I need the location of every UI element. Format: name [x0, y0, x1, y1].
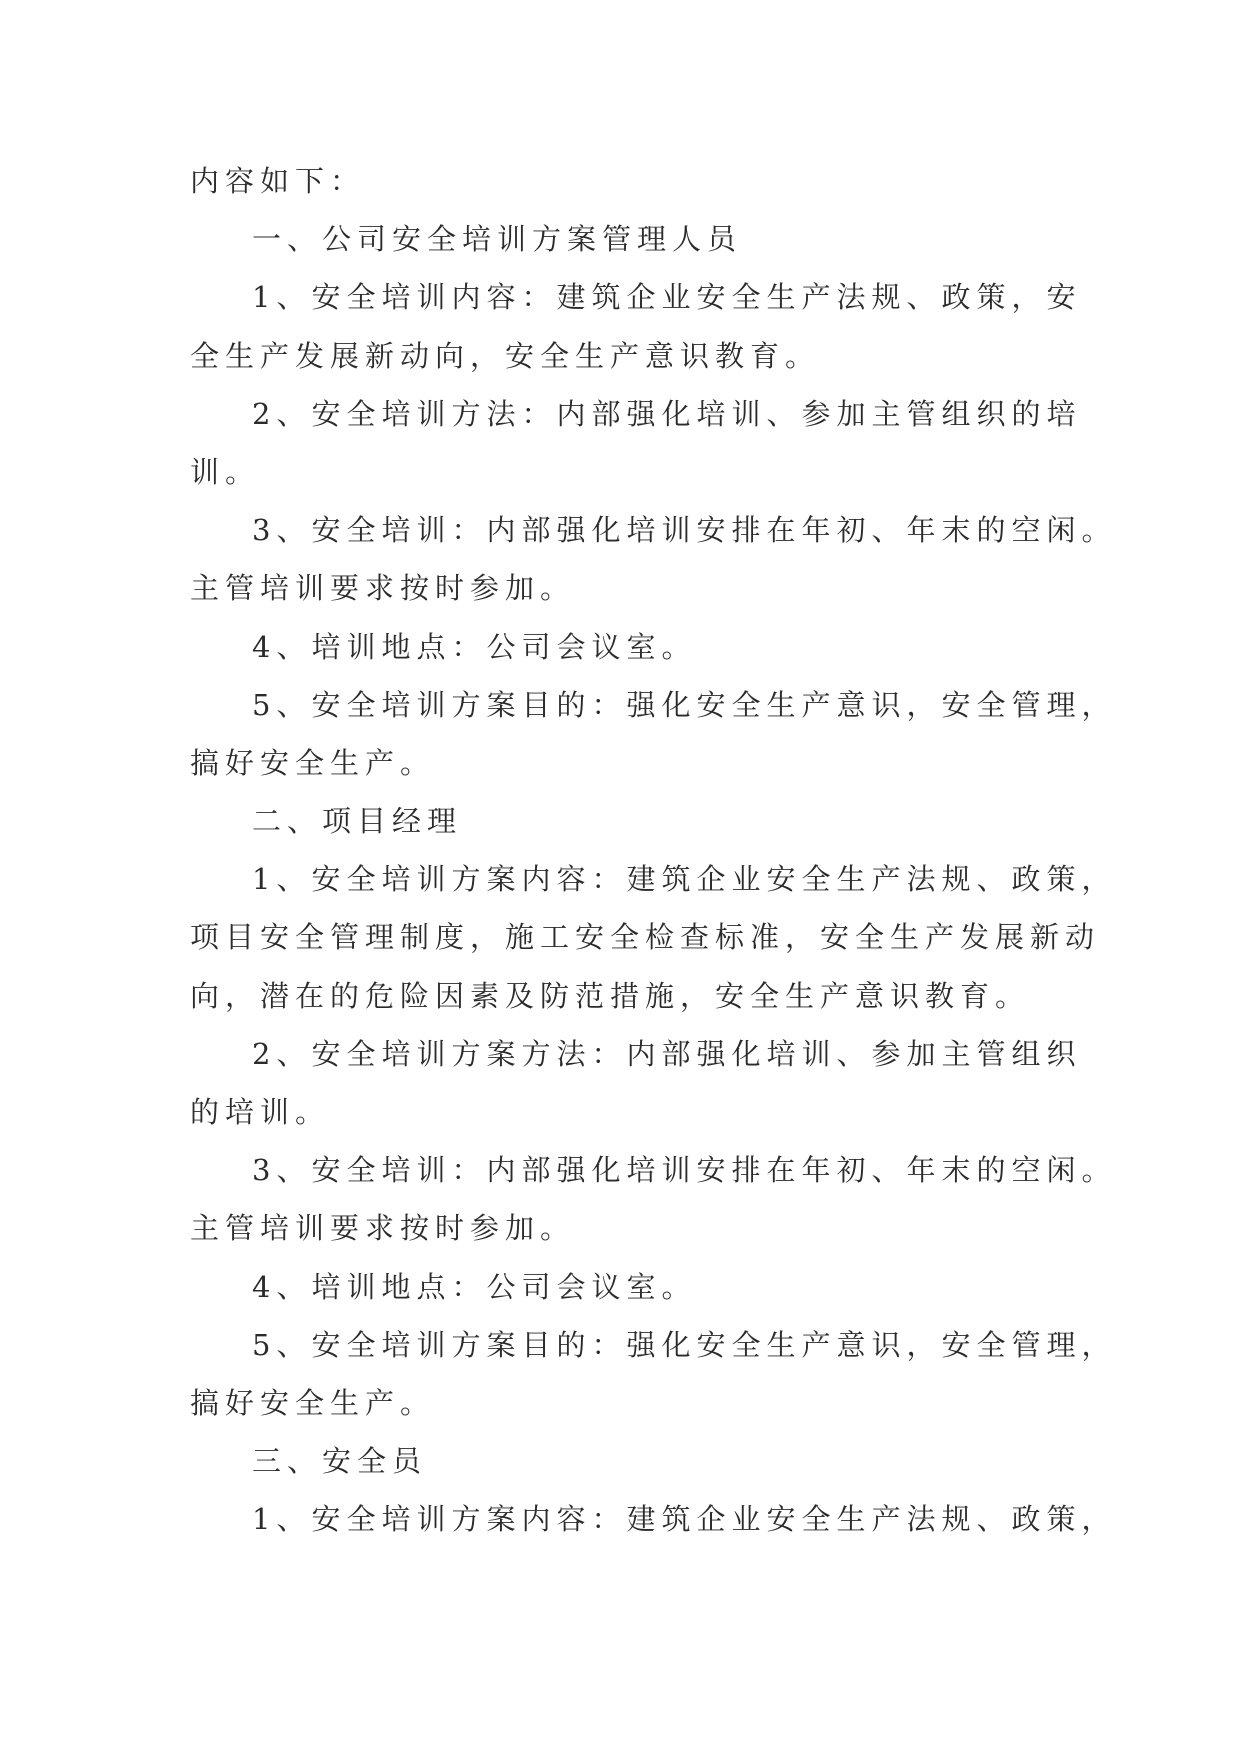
text-line: 4、培训地点：公司会议室。	[252, 629, 697, 664]
text-line: 搞好安全生产。	[190, 745, 436, 780]
section-heading: 二、项目经理	[252, 804, 463, 839]
text-line: 3、安全培训：内部强化培训安排在年初、年末的空闲。	[252, 513, 1117, 548]
text-line: 的培训。	[190, 1095, 331, 1129]
text-line: 2、安全培训方法：内部强化培训、参加主管组织的培	[252, 396, 1082, 431]
text-line: 主管培训要求按时参加。	[190, 1211, 576, 1246]
text-line: 全生产发展新动向，安全生产意识教育。	[190, 338, 821, 373]
section-heading: 一、公司安全培训方案管理人员	[252, 222, 743, 257]
text-line: 项目安全管理制度，施工安全检查标准，安全生产发展新动	[190, 920, 1101, 955]
text-line: 1、安全培训方案内容：建筑企业安全生产法规、政策，	[252, 862, 1117, 897]
text-line: 1、安全培训内容：建筑企业安全生产法规、政策，安	[252, 280, 1082, 315]
text-line: 3、安全培训：内部强化培训安排在年初、年末的空闲。	[252, 1153, 1117, 1188]
text-line: 1、安全培训方案内容：建筑企业安全生产法规、政策，	[252, 1502, 1117, 1537]
text-line: 向，潜在的危险因素及防范措施，安全生产意识教育。	[190, 978, 1031, 1013]
text-line: 内容如下：	[190, 164, 366, 198]
text-line: 5、安全培训方案目的：强化安全生产意识，安全管理，	[252, 687, 1117, 722]
text-line: 4、培训地点：公司会议室。	[252, 1269, 697, 1304]
text-line: 训。	[190, 454, 261, 489]
text-line: 主管培训要求按时参加。	[190, 571, 576, 606]
section-heading: 三、安全员	[252, 1444, 428, 1479]
text-line: 2、安全培训方案方法：内部强化培训、参加主管组织	[252, 1036, 1082, 1071]
document-body	[190, 152, 1117, 1549]
text-line: 5、安全培训方案目的：强化安全生产意识，安全管理，	[252, 1327, 1117, 1362]
text-line: 搞好安全生产。	[190, 1385, 436, 1420]
